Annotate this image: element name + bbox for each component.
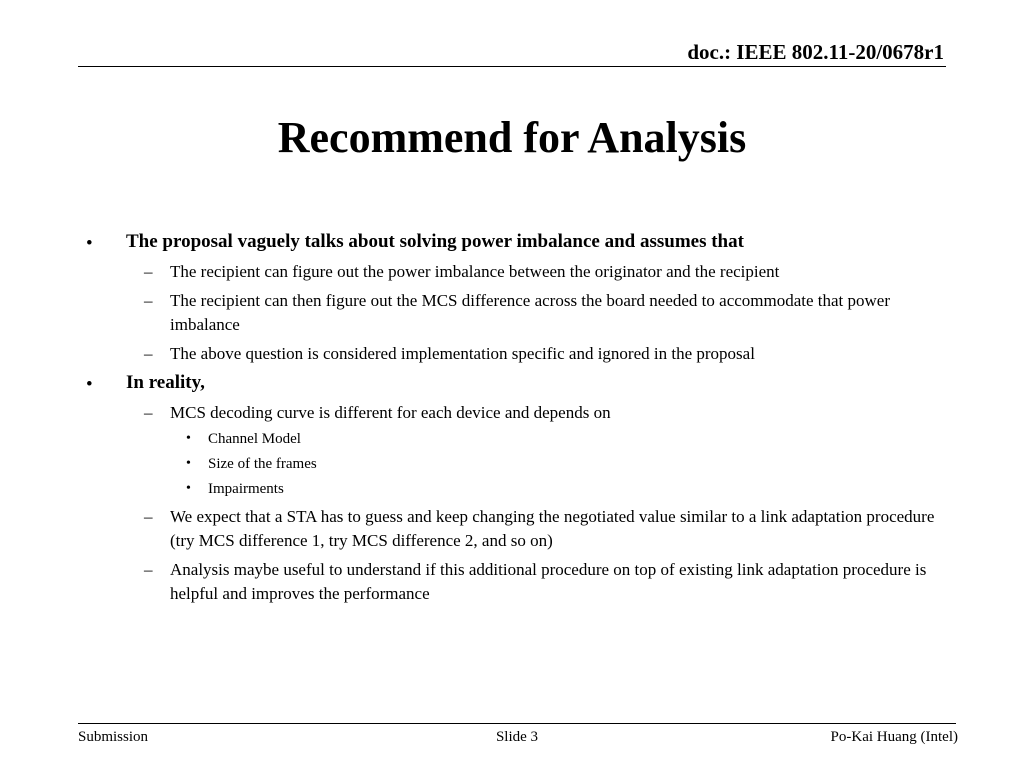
sub-sub-bullet [170,428,944,450]
document-id: doc.: IEEE 802.11-20/0678r1 [687,40,944,64]
footer-slide-number: Slide 3 [495,729,539,745]
sub-bullet [126,505,944,553]
sub-bullet-text: The recipient can then figure out the MCS difference across the board needed to accommodate that power imbalance [170,291,891,334]
sub-bullet [126,342,944,366]
slide-title: Recommend for Analysis [277,113,747,162]
sub-bullet [126,260,944,284]
bullet-marker: • [86,233,93,254]
sub-bullet [126,401,944,500]
sub-bullet-text: MCS decoding curve is different for each device and depends on [170,403,611,422]
sub-sub-bullet [170,453,944,475]
dash-marker: – [144,403,153,422]
dash-marker: – [144,560,153,579]
sub-bullet-text: The above question is considered implementation specific and ignored in the proposal [170,344,755,363]
bullet-text: In reality, [126,372,205,393]
sub-bullet-text: The recipient can figure out the power imbalance between the originator and the recipient [170,262,780,281]
dot-marker: • [186,456,191,471]
bullet-text: The proposal vaguely talks about solving power imbalance and assumes that [126,231,744,252]
sub-bullet-text: Analysis maybe useful to understand if this additional procedure on top of existing link adaptation procedure is helpful and improves the performance [170,560,927,603]
footer-divider [78,723,956,724]
bullet-marker: • [86,374,93,395]
footer-author: Po-Kai Huang (Intel) [830,729,958,745]
slide-body [84,230,944,611]
sub-sub-bullet [170,478,944,500]
dash-marker: – [144,262,153,281]
dot-marker: • [186,431,191,446]
sub-bullet-text: We expect that a STA has to guess and keep changing the negotiated value similar to a link adaptation procedure (try MCS difference 1, try MCS difference 2, and so on) [170,507,935,550]
dash-marker: – [144,291,153,310]
bullet-in-reality [84,371,944,606]
sub-bullet [126,558,944,606]
footer-submission: Submission [78,729,149,745]
sub-list [126,260,944,366]
sub-sub-bullet-text: Channel Model [208,431,301,447]
sub-bullet [126,289,944,337]
header-divider [78,66,946,67]
dash-marker: – [144,507,153,526]
bullet-power-imbalance [84,230,944,366]
sub-sub-bullet-text: Impairments [208,481,284,497]
sub-list [126,401,944,606]
sub-sub-list [170,428,944,500]
dot-marker: • [186,481,191,496]
sub-sub-bullet-text: Size of the frames [208,456,317,472]
dash-marker: – [144,344,153,363]
